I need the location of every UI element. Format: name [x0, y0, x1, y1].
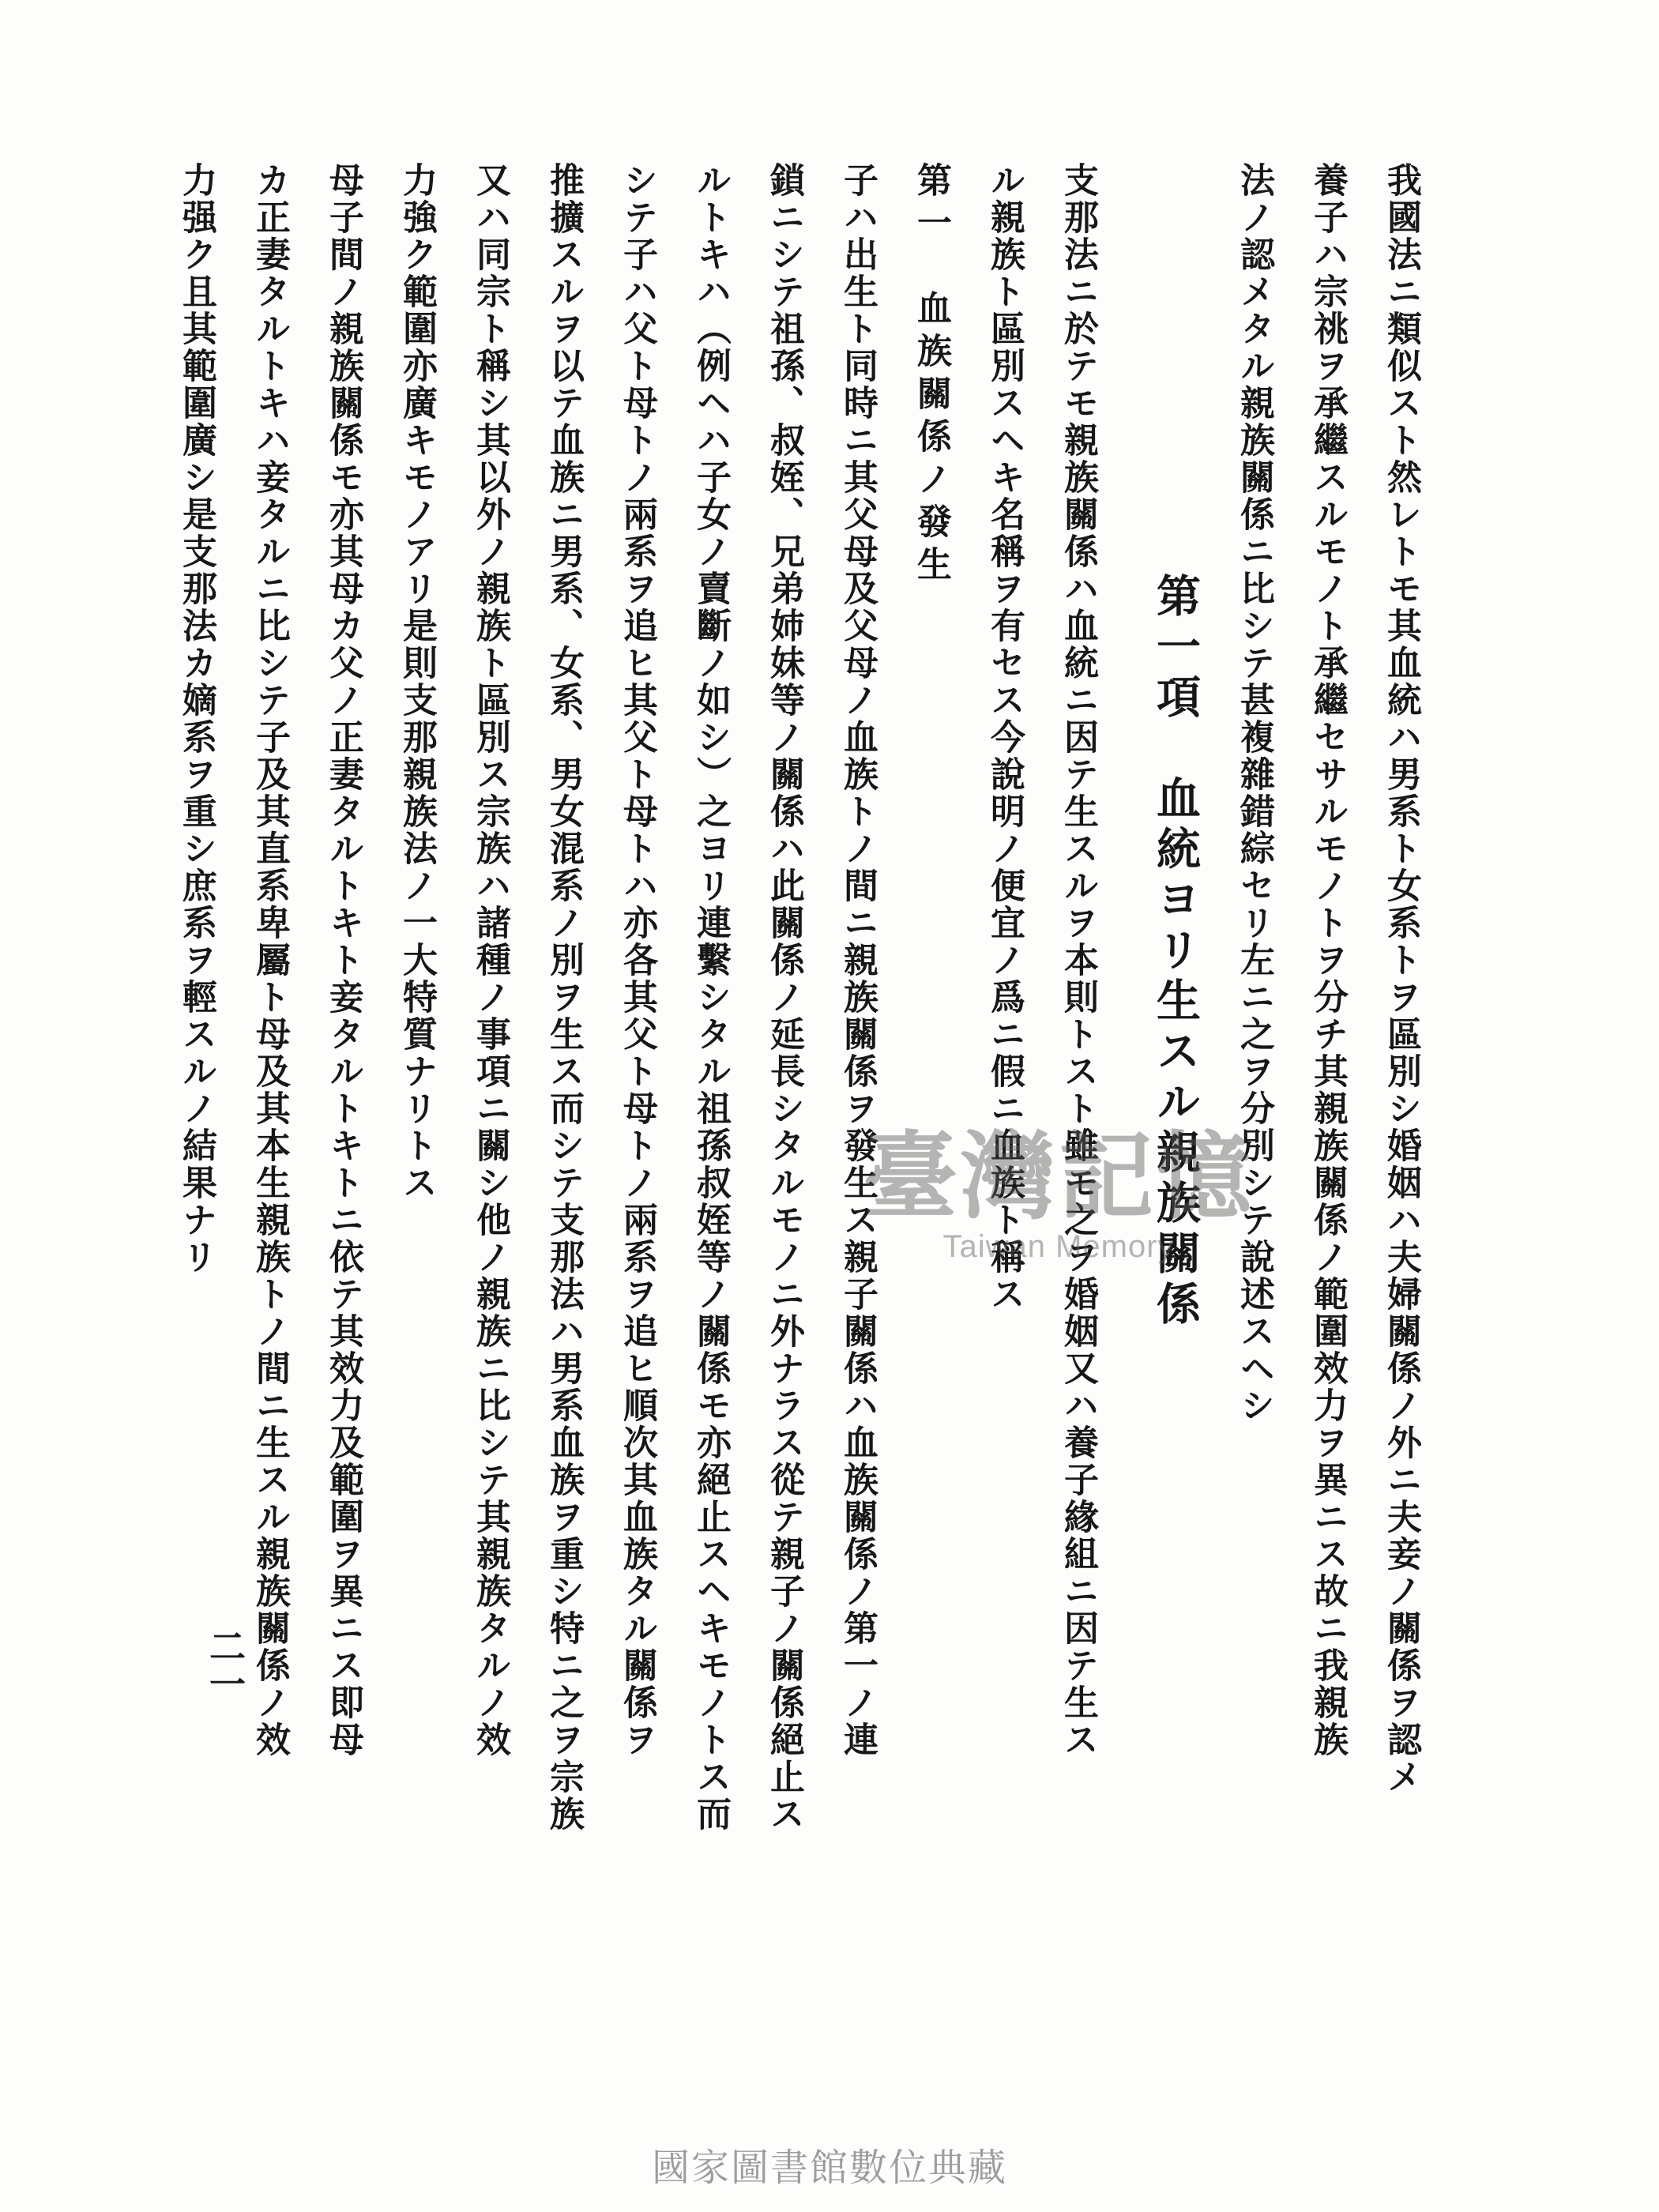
text-column-1: 我國法ニ類似スト然レトモ其血統ハ男系ト女系トヲ區別シ婚姻ハ夫婦關係ノ外ニ夫妾ノ關係ヲ認メ [1381, 162, 1421, 1796]
vertical-text-block [140, 162, 1421, 1833]
text-column-10: ルトキハ（例ヘハ子女ノ賣斷ノ如シ）之ヨリ連繫シタル祖孫叔姪等ノ關係モ亦絕止スヘキモノトス而 [690, 162, 731, 1833]
footer-credit: 國家圖書館數位典藏 [651, 2146, 1007, 2190]
text-column-9: 鎖ニシテ祖孫、叔姪、兄弟姉妹等ノ關係ハ此關係ノ延長シタルモノニ外ナラス從テ親子ノ關係絕止ス [764, 162, 804, 1833]
text-column-14: 力強ク範圍亦廣キモノアリ是則支那親族法ノ一大特質ナリトス [397, 162, 437, 1202]
watermark-subtext: Taiwan Memory [942, 1229, 1175, 1264]
text-column-11: シテ子ハ父ト母トノ兩系ヲ追ヒ其父ト母トハ亦各其父ト母トノ兩系ヲ追ヒ順次其血族タル關係ヲ [617, 162, 657, 1759]
text-column-8: 子ハ出生ト同時ニ其父母及父母ノ血族トノ間ニ親族關係ヲ發生ス親子關係ハ血族關係ノ第一ノ連 [837, 162, 878, 1759]
page-number: 二一 [204, 1627, 246, 1703]
text-column-6: ル親族ト區別スヘキ名稱ヲ有セス今說明ノ便宜ノ爲ニ假ニ血族ト稱ス [984, 162, 1025, 1313]
text-column-15: 母子間ノ親族關係モ亦其母カ父ノ正妻タルトキト妾タルトキトニ依テ其效力及範圍ヲ異ニス即母 [323, 162, 363, 1759]
text-column-13: 又ハ同宗ト稱シ其以外ノ親族ト區別ス宗族ハ諸種ノ事項ニ關シ他ノ親族ニ比シテ其親族タルノ效 [470, 162, 510, 1759]
text-column-17: 力强ク且其範圍廣シ是支那法カ嫡系ヲ重シ庶系ヲ輕スルノ結果ナリ [176, 162, 216, 1276]
text-column-16: カ正妻タルトキハ妾タルニ比シテ子及其直系卑屬ト母及其本生親族トノ間ニ生スル親族關係ノ效 [250, 162, 290, 1759]
subsection-heading: 第一 血族關係ノ發生 [911, 162, 951, 589]
watermark-text: 臺灣記憶 [863, 1121, 1255, 1232]
text-column-3: 法ノ認メタル親族關係ニ比シテ甚複雜錯綜セリ左ニ之ヲ分別シテ說述スヘシ [1234, 162, 1274, 1424]
text-column-2: 養子ハ宗祧ヲ承繼スルモノト承繼セサルモノトヲ分チ其親族關係ノ範圍效力ヲ異ニス故ニ我親族 [1307, 162, 1348, 1759]
section-heading: 第一項 血統ヨリ生スル親族關係 [1149, 573, 1202, 1331]
text-column-5: 支那法ニ於テモ親族關係ハ血統ニ因テ生スルヲ本則トスト雖モ之ヲ婚姻又ハ養子緣組ニ因テ生ス [1058, 162, 1098, 1759]
text-column-12: 推擴スルヲ以テ血族ニ男系、女系、男女混系ノ別ヲ生ス而シテ支那法ハ男系血族ヲ重シ特ニ之ヲ宗族 [544, 162, 584, 1833]
